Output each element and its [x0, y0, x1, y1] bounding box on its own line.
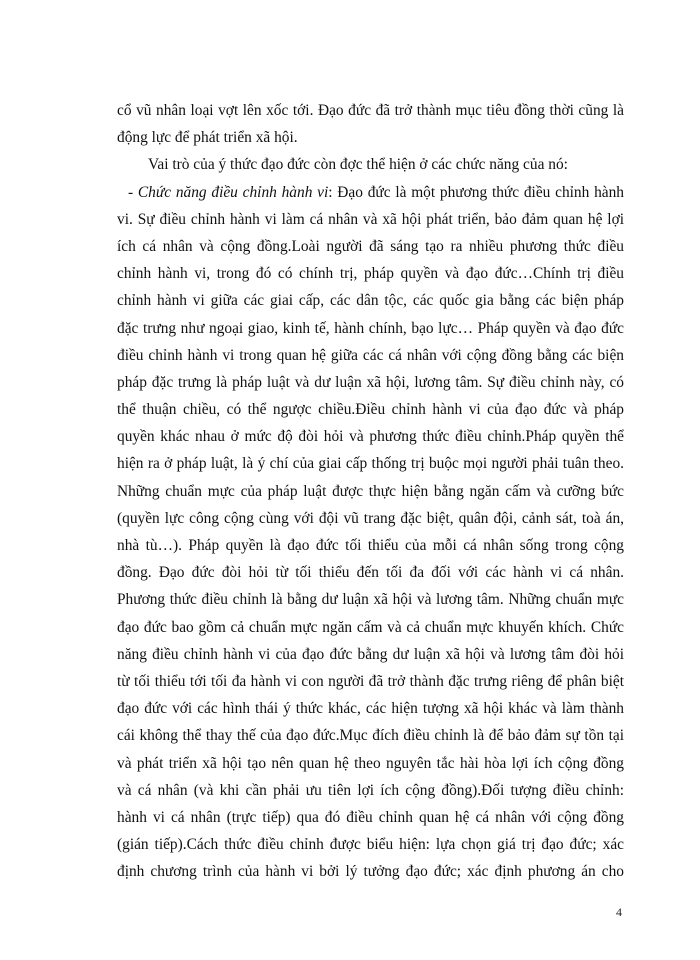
text-line: định chương trình của hành vi bởi lý tưởng đạo đức; xác định phương án cho — [117, 863, 624, 881]
function-heading-line — [117, 179, 624, 206]
function-text: : Đạo đức là một phương thức điều chỉnh hành — [328, 183, 624, 201]
text-line: đạo đức bao gồm cả chuẩn mực ngăn cấm và cả chuẩn mực khuyến khích. Chức — [117, 618, 624, 636]
text-line: Vai trò của ý thức đạo đức còn đợc thể hiện ở các chức năng của nó: — [148, 156, 568, 174]
text-line: điều chỉnh hành vi trong quan hệ giữa các cá nhân với cộng đồng bằng các biện — [117, 346, 624, 364]
text-line: từ tối thiểu tới tối đa hành vi con người đã trở thành đặc trưng riêng để phân biệt — [117, 672, 624, 690]
text-line: hiện ra ở pháp luật, là ý chí của giai cấp thống trị buộc mọi người phải tuân theo. — [117, 455, 624, 473]
page-number: 4 — [616, 905, 622, 919]
text-line: và phát triển xã hội tạo nên quan hệ theo nguyên tắc hài hòa lợi ích cộng đồng — [117, 754, 624, 772]
text-line: pháp đặc trưng là pháp luật và dư luận xã hội, lương tâm. Sự điều chỉnh này, có — [117, 373, 624, 391]
function-title: Chức năng điều chỉnh hành vi — [137, 183, 329, 201]
text-line: đặc trưng như ngoại giao, kinh tế, hành chính, bạo lực… Pháp quyền và đạo đức — [117, 319, 624, 337]
text-line: đồng. Đạo đức đòi hỏi từ tối thiểu đến tối đa đối với các hành vi cá nhân. — [117, 564, 624, 582]
text-line: vi. Sự điều chỉnh hành vi làm cá nhân và xã hội phát triển, bảo đảm quan hệ lợi — [117, 210, 624, 228]
text-line: và cá nhân (và khi cần phải ưu tiên lợi ích cộng đồng).Đối tượng điều chỉnh: — [117, 781, 624, 799]
text-line: (quyền lực công cộng cùng với đội vũ trang đặc biệt, quân đội, cảnh sát, toà án, — [117, 509, 624, 527]
bullet-dash: - — [128, 183, 138, 201]
text-line: Những chuẩn mực của pháp luật được thực hiện bằng ngăn cấm và cưỡng bức — [117, 482, 624, 500]
text-line: nhà tù…). Pháp quyền là đạo đức tối thiểu của mỗi cá nhân sống trong cộng — [117, 537, 624, 554]
text-line: thể thuận chiều, có thể ngược chiều.Điều chỉnh hành vi của đạo đức và pháp — [117, 401, 624, 419]
body-text — [117, 97, 624, 885]
text-line: động lực để phát triển xã hội. — [117, 129, 298, 147]
text-line: cái không thể thay thế của đạo đức.Mục đích điều chỉnh là để bảo đảm sự tồn tại — [117, 727, 624, 745]
text-line: đạo đức với các hình thái ý thức khác, các hiện tượng xã hội khác và làm thành — [117, 700, 624, 718]
text-line: hành vi cá nhân (trực tiếp) qua đó điều chỉnh quan hệ cá nhân với cộng đồng — [117, 808, 624, 826]
text-line: chỉnh hành vi giữa các giai cấp, các dân tộc, các quốc gia bằng các biện pháp — [117, 292, 624, 310]
text-line: chỉnh hành vi, trong đó có chính trị, pháp quyền và đạo đức…Chính trị điều — [117, 265, 624, 283]
text-line: (gián tiếp).Cách thức điều chỉnh được biểu hiện: lựa chọn giá trị đạo đức; xác — [117, 836, 624, 854]
text-line: cổ vũ nhân loại vợt lên xốc tới. Đạo đức đã trở thành mục tiêu đồng thời cũng là — [117, 102, 624, 119]
text-line: Phương thức điều chỉnh là bằng dư luận xã hội và lương tâm. Những chuẩn mực — [117, 591, 624, 609]
text-line: ích cá nhân và cộng đồng.Loài người đã sáng tạo ra nhiều phương thức điều — [117, 237, 624, 255]
text-line: quyền khác nhau ở mức độ đòi hỏi và phương thức điều chỉnh.Pháp quyền thể — [117, 428, 624, 446]
text-line: năng điều chỉnh hành vi của đạo đức bằng dư luận xã hội và lương tâm đòi hỏi — [117, 645, 624, 663]
